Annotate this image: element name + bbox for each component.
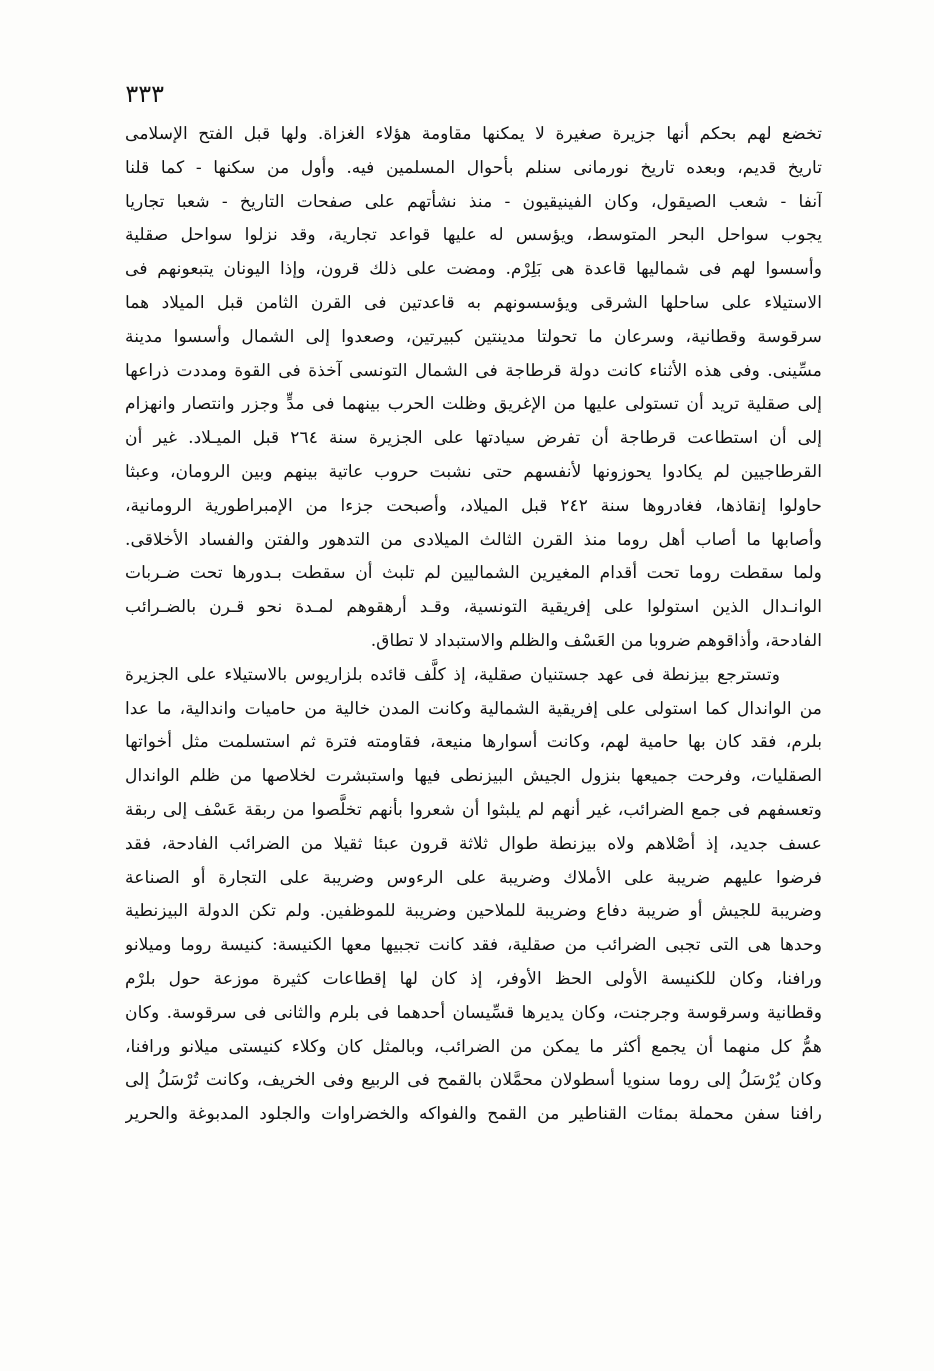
text-line: سرقوسة وقطانية، وسرعان ما تحولتا مدينتين كبيرتين، وصعدوا إلى الشمال وأسسوا مدينة	[125, 326, 822, 347]
text-line: حاولوا إنقاذها، فغادروها سنة ٢٤٢ قبل الميلاد، وأصبحت جزءا من الإمبراطورية الرومانية،	[125, 495, 822, 516]
text-line: عسف جديد، إذ أصْلاهم ولاه بيزنطة طوال ثلاثة قرون عبئا ثقيلا من الضرائب الفادحة، فقد	[125, 833, 822, 854]
text-line: من الواندال كما استولى على إفريقية الشمالية وكانت المدن خالية من حاميات واندالية، ما عدا	[125, 698, 822, 719]
text-line: يجوب سواحل البحر المتوسط، ويؤسس له عليها قواعد تجارية، وقد نزلوا سواحل صقلية	[125, 225, 822, 246]
text-line: بلرم، فقد كان بها حامية لهم، وكانت أسوارها منيعة، فقاومته فترة ثم استسلمت مثل أخواتها	[125, 732, 822, 753]
text-line: رافنا سفن محملة بمئات القناطير من القمح والفواكه والخضراوات والجلود المدبوغة والحرير	[125, 1104, 822, 1125]
text-line: الوانـدال الذين استولوا على إفريقية التونسية، وقـد أرهقوهم لمـدة نحو قـرن بالضـرائب	[125, 597, 822, 618]
text-line: وكان يُرْسَلُ إلى روما سنويا أسطولان محمَّلان بالقمح فى الربيع وفى الخريف، وكانت تُرْسَلُ إلى	[125, 1070, 822, 1091]
text-line: إلى صقلية تريد أن تستولى عليها من الإغريق وظلت الحرب بينهما فى مدٍّ وجزر وانتصار وانهزام	[125, 394, 822, 415]
text-line: وقطانية وسرقوسة وجرجنت، وكان يديرها قسِّيسان أحدهما فى بلرم والثانى فى سرقوسة. وكان	[125, 1002, 822, 1023]
text-line: وتعسفهم فى جمع الضرائب، غير أنهم لم يلبثوا أن شعروا بأنهم تخلَّصوا من ربقة عَسْف إلى ربقة	[125, 799, 822, 820]
text-line: الفادحة، وأذاقوهم ضروبا من العَسْف والظلم والاستبداد لا تطاق.	[370, 630, 822, 651]
text-line: القرطاجيين لم يكادوا يحوزونها لأنفسهم حتى نشبت حروب عاتية بينهم وبين الرومان، وعبثا	[125, 461, 822, 482]
text-line: إلى أن استطاعت قرطاجة أن تفرض سيادتها على الجزيرة سنة ٢٦٤ قبل الميـلاد. غير أن	[125, 428, 822, 449]
text-line: فرضوا عليهم ضريبة على الأملاك وضريبة على الرءوس وضريبة على التجارة أو الصناعة	[125, 867, 822, 888]
text-line: وأسسوا لهم فى شماليها قاعدة هى بَلِرْم. ومضت على ذلك قرون، وإذا اليونان يتبعونهم فى	[125, 259, 822, 280]
text-line: ولما سقطت روما تحت أقدام المغيرين الشماليين لم تلبث أن سقطت بـدورها تحت ضـربات	[125, 563, 822, 584]
body-text	[125, 118, 822, 1132]
text-line: همُّ كل منهما أن يجمع أكثر ما يمكن من الضرائب، وبالمثل كان وكلاء كنيستى ميلانو ورافنا،	[125, 1036, 822, 1057]
paragraph	[125, 118, 822, 659]
text-line: الصقليات، وفرحت جميعها بنزول الجيش البيزنطى فيها واستبشرت لخلاصها من ظلم الواندال	[125, 766, 822, 787]
text-line: تاريخ قديم، وبعده تاريخ نورمانى سنلم بأحوال المسلمين فيه. وأول من سكنها - كما قلنا	[125, 157, 822, 178]
text-line: وأصابها ما أصاب أهل روما منذ القرن الثالث الميلادى من التدهور والفتن والفساد الأخلاقى.	[125, 529, 822, 550]
page-number: ٣٣٣	[125, 80, 164, 108]
text-line: وحدها هى التى تجبى الضرائب من صقلية، فقد كانت تجبيها معها الكنيسة: كنيسة روما وميلانو	[125, 935, 822, 956]
text-line: الاستيلاء على ساحلها الشرقى ويؤسسونهم به قاعدتين فى القرن الثامن قبل الميلاد هما	[125, 292, 822, 313]
text-line: وضريبة للجيش أو ضريبة دفاع وضريبة للملاحين وضريبة للموظفين. ولم تكن الدولة البيزنطية	[125, 901, 822, 922]
text-line: وتسترجع بيزنطة فى عهد جستنيان صقلية، إذ كلَّف قائده بلزاريوس بالاستيلاء على الجزيرة	[125, 664, 780, 685]
text-line: مسِّينى. وفى هذه الأثناء كانت دولة قرطاجة فى الشمال التونسى آخذة فى القوة ومددت ذراعها	[125, 360, 822, 381]
text-line: آنفا - شعب الصيقول، وكان الفينيقيون - منذ نشأتهم على صفحات التاريخ - شعبا تجاريا	[125, 191, 822, 212]
text-line: ورافنا، وكان للكنيسة الأولى الحظ الأوفر، إذ كان لها إقطاعات كثيرة موزعة حول بلرْم	[125, 968, 822, 989]
paragraph	[125, 659, 822, 1132]
text-line: تخضع لهم بحكم أنها جزيرة صغيرة لا يمكنها مقاومة هؤلاء الغزاة. ولها قبل الفتح الإسلامى	[125, 124, 822, 144]
